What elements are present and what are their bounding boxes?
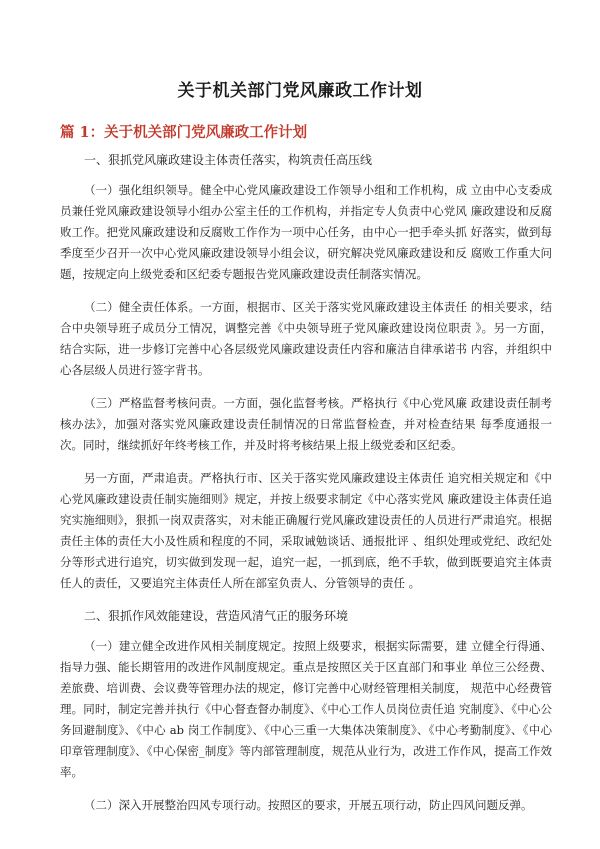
paragraph-1-4: 另一方面，严肃追责。严格执行市、区关于落实党风廉政建设主体责任 追究相关规定和《中心党风廉政建设责任制实施细则》规定，并按上级要求制定《中心落实党风 廉政建设主体责任追究实施细则》，狠抓一岗双责落实，对未能正确履行党风廉政建设责任的人员进行严肃追究。根据责任主体的责任大小及性质和程度的不同，采取诫勉谈话、通报批评 、组织处理或党纪、政纪处分等形式进行追究，切实做到发现一起，追究一起，一抓到底，绝不手软，做到既要追究主体责任人的责任，又要追究主体责任人所在部室负责人、分管领导的责任 。 — [60, 471, 552, 590]
section-heading-1: 一、狠抓党风廉政建设主体责任落实，构筑责任高压线 — [84, 153, 373, 167]
paragraph-1-1: （一）强化组织领导。健全中心党风廉政建设工作领导小组和工作机构，成 立由中心支委成员兼任党风廉政建设领导小组办公室主任的工作机构，并指定专人负责中心党风 廉政建设和反腐败工作。把党风廉政建设和反腐败工作作为一项中心任务，由中心一把手牵头抓 好落实，做到每季度至少召开一次中心党风廉政建设领导小组会议，研究解决党风廉政建设和反 腐败工作重大问题，按规定向上级党委和区纪委专题报告党风廉政建设责任制落实情况。 — [60, 183, 552, 281]
paragraph-1-3: （三）严格监督考核问责。一方面，强化监督考核。严格执行《中心党风廉 政建设责任制考核办法》，加强对落实党风廉政建设责任制情况的日常监督检查，并对检查结果 每季度通报一次。同时，继续抓好年终考核工作，并及时将考核结果上报上级党委和区纪委。 — [60, 396, 552, 452]
paragraph-2-1: （一）建立健全改进作风相关制度规定。按照上级要求，根据实际需要，建 立健全行得通、指导力强、能长期管用的改进作风制度规定。重点是按照区关于区直部门和事业 单位三公经费、差旅费、培训费、会议费等管理办法的规定，修订完善中心财经管理相关制度， 规范中心经费管理。同时，制定完善并执行《中心督查督办制度》、《中心工作人员岗位责任追 究制度》、《中心公务回避制度》、《中心 ab 岗工作制度》、《中心三重一大集体决策制度》、《中心考勤制度》、《中心印章管理制度》、《中心保密_制度》等内部管理制度，规范从业行为，改进工作作风，提高工作效率。 — [60, 639, 552, 779]
document-title: 关于机关部门党风廉政工作计划 — [177, 81, 423, 101]
paragraph-1-2: （二）健全责任体系。一方面，根据市、区关于落实党风廉政建设主体责任 的相关要求，结合中央领导班子成员分工情况，调整完善《中央领导班子党风廉政建设岗位职责 》。另一方面，结合实际，进一步修订完善中心各层级党风廉政建设责任内容和廉洁自律承诺书 内容，并组织中心各层级人员进行签字背书。 — [60, 300, 552, 377]
document-body — [60, 150, 552, 826]
section-heading-2: 二、狠抓作风效能建设，营造风清气正的服务环境 — [84, 609, 349, 623]
paragraph-2-2: （二）深入开展整治四风专项行动。按照区的要求，开展五项行动，防止四风问题反弹。 — [84, 798, 533, 812]
article-subtitle: 篇 1：关于机关部门党风廉政工作计划 — [60, 124, 308, 141]
